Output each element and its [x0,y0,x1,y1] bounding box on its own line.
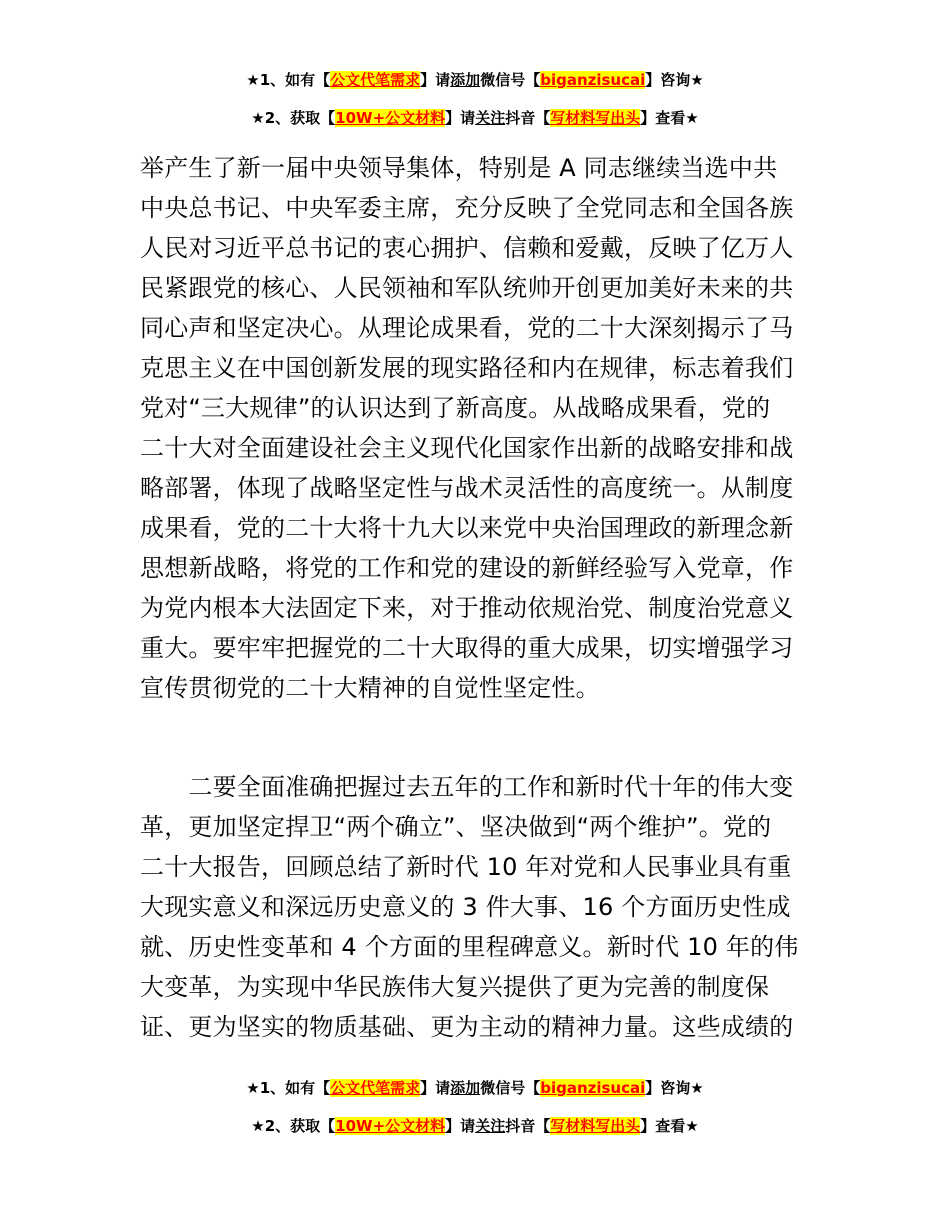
text-line: 同心声和坚定决心。从理论成果看，党的二十大深刻揭示了马 [140,314,794,342]
text-line: 克思主义在中国创新发展的现实路径和内在规律，标志着我们 [140,354,794,382]
banner-text: 】请 [420,71,451,89]
text-line: 成果看，党的二十大将十九大以来党中央治国理政的新理念新 [140,514,794,542]
paragraph-1 [140,148,820,708]
text-line: 举产生了新一届中央领导集体，特别是 A 同志继续当选中共 [140,154,778,182]
banner-text: 微信号【 [480,1079,541,1097]
text-line: 证、更为坚实的物质基础、更为主动的精神力量。这些成绩的 [140,1013,794,1041]
highlight-wechat-id: biganzisucai [540,71,646,89]
underlined-word: 关注 [475,109,506,127]
highlight-materials: 10W+公文材料 [335,1117,446,1135]
text-line: 思想新战略，将党的工作和党的建设的新鲜经验写入党章，作 [140,554,794,582]
star-icon: ★ [685,109,699,127]
underlined-word: 添加 [450,71,481,89]
star-icon: ★ [246,71,260,89]
banner-text: 】请 [445,1117,476,1135]
banner-text: 1、如有【 [259,71,331,89]
promo-banner-bottom-1 [0,1077,950,1099]
text-line: 二十大报告，回顾总结了新时代 10 年对党和人民事业具有重 [140,853,792,881]
star-icon: ★ [685,1117,699,1135]
text-line: 大现实意义和深远历史意义的 3 件大事、16 个方面历史性成 [140,893,791,921]
star-icon: ★ [251,1117,265,1135]
banner-text: 2、获取【 [264,1117,336,1135]
text-line: 宣传贯彻党的二十大精神的自觉性坚定性。 [140,674,600,702]
banner-text: 】请 [420,1079,451,1097]
text-line: 就、历史性变革和 4 个方面的里程碑意义。新时代 10 年的伟 [140,933,799,961]
star-icon: ★ [246,1079,260,1097]
banner-text: 】请 [445,109,476,127]
highlight-service: 公文代笔需求 [330,1079,421,1097]
banner-text: 】咨询 [645,71,691,89]
text-line: 大变革，为实现中华民族伟大复兴提供了更为完善的制度保 [140,973,770,1001]
paragraph-2 [140,767,820,1047]
promo-banner-bottom-2 [0,1115,950,1137]
banner-text: 1、如有【 [259,1079,331,1097]
text-line: 二要全面准确把握过去五年的工作和新时代十年的伟大变 [140,773,794,801]
underlined-word: 关注 [475,1117,506,1135]
promo-banner-top-1 [0,69,950,91]
banner-text: 】查看 [640,1117,686,1135]
text-line: 革，更加坚定捍卫“两个确立”、坚决做到“两个维护”。党的 [140,813,772,841]
text-line: 为党内根本大法固定下来，对于推动依规治党、制度治党意义 [140,594,794,622]
banner-text: 2、获取【 [264,109,336,127]
highlight-wechat-id: biganzisucai [540,1079,646,1097]
banner-text: 微信号【 [480,71,541,89]
promo-banner-top-2 [0,107,950,129]
highlight-douyin-id: 写材料写出头 [550,109,641,127]
banner-text: 】查看 [640,109,686,127]
star-icon: ★ [690,71,704,89]
text-line: 民紧跟党的核心、人民领袖和军队统帅开创更加美好未来的共 [140,274,794,302]
text-line: 二十大对全面建设社会主义现代化国家作出新的战略安排和战 [140,434,794,462]
text-line: 党对“三大规律”的认识达到了新高度。从战略成果看，党的 [140,394,771,422]
text-line: 中央总书记、中央军委主席，充分反映了全党同志和全国各族 [140,194,794,222]
underlined-word: 添加 [450,1079,481,1097]
star-icon: ★ [690,1079,704,1097]
banner-text: 抖音【 [505,1117,551,1135]
text-line: 重大。要牢牢把握党的二十大取得的重大成果，切实增强学习 [140,634,794,662]
banner-text: 】咨询 [645,1079,691,1097]
star-icon: ★ [251,109,265,127]
highlight-materials: 10W+公文材料 [335,109,446,127]
highlight-douyin-id: 写材料写出头 [550,1117,641,1135]
highlight-service: 公文代笔需求 [330,71,421,89]
banner-text: 抖音【 [505,109,551,127]
text-line: 人民对习近平总书记的衷心拥护、信赖和爱戴，反映了亿万人 [140,234,794,262]
text-line: 略部署，体现了战略坚定性与战术灵活性的高度统一。从制度 [140,474,794,502]
